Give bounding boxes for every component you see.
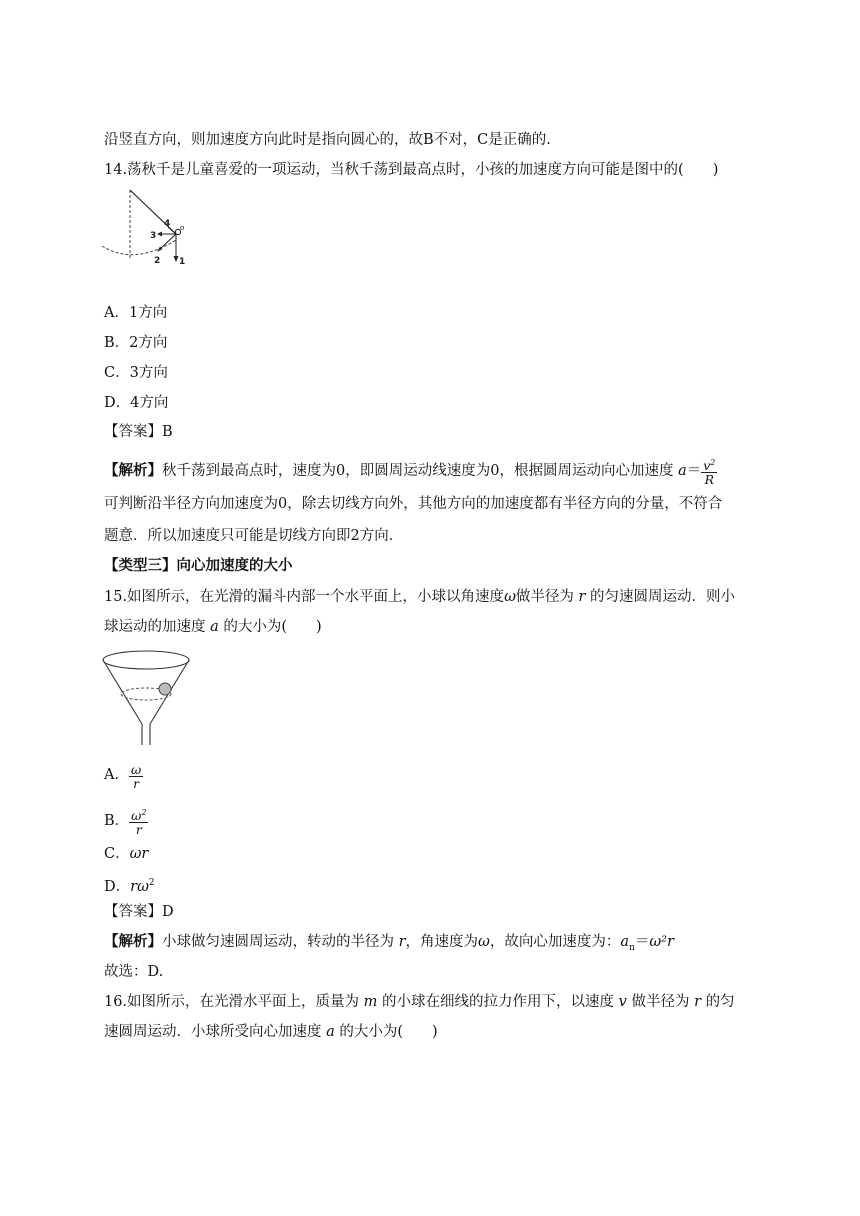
q14-analysis-line1: 【解析】秋千荡到最高点时，速度为0，即圆周运动线速度为0，根据圆周运动向心加速度 a＝ $\frac{v^2}{R}$	[104, 458, 716, 488]
swing-label-2: 2	[154, 256, 161, 266]
q15-option-a: A． $\frac{\omega}{r}$	[104, 760, 764, 790]
q15-option-b: B． $\frac{\omega^2}{r}$	[104, 808, 147, 838]
q14-option-c: C．3方向	[104, 365, 168, 381]
swing-label-4: 4	[164, 219, 171, 229]
q15-answer: 【答案】D	[104, 904, 174, 920]
q15-analysis: 【解析】小球做匀速圆周运动，转动的半径为 r，角速度为ω，故向心加速度为：$a_n=\omega^2r$	[104, 933, 674, 953]
q16-stem-line2: 速圆周运动．小球所受向心加速度 a 的大小为( )	[104, 1024, 438, 1040]
swing-label-3: 3	[150, 231, 157, 241]
q15-conclusion: 故选：D.	[104, 964, 164, 980]
q15-option-d: D．$r\omega^2$	[104, 878, 155, 895]
q14-answer: 【答案】B	[104, 424, 173, 440]
q14-option-a: A．1方向	[104, 305, 168, 321]
intro-text: 沿竖直方向，则加速度方向此时是指向圆心的，故B不对，C是正确的.	[104, 132, 551, 148]
q15-option-c: C．ωr	[104, 846, 149, 862]
q16-stem-line1: 16.如图所示，在光滑水平面上，质量为 m 的小球在细线的拉力作用下，以速度 v 做半径为 r 的匀	[104, 994, 735, 1010]
q14-stem: 14.荡秋千是儿童喜爱的一项运动，当秋千荡到最高点时，小孩的加速度方向可能是图中的( )	[104, 162, 719, 178]
swing-figure	[100, 186, 196, 268]
q14-analysis-line2: 可判断沿半径方向加速度为0，除去切线方向外，其他方向的加速度都有半径方向的分量，不符合	[104, 496, 723, 512]
q15-stem-line2: 球运动的加速度 a 的大小为( )	[104, 619, 322, 635]
type3-heading: 【类型三】向心加速度的大小	[104, 557, 293, 574]
omega-over-r: $\frac{\omega}{r}$	[129, 760, 143, 790]
q14-option-b: B．2方向	[104, 335, 168, 351]
funnel-figure	[100, 648, 194, 746]
q14-analysis-line3: 题意．所以加速度只可能是切线方向即2方向．	[104, 528, 404, 544]
q14-option-d: D．4方向	[104, 395, 169, 411]
swing-label-o: o	[180, 224, 185, 232]
formula-v2-over-R: $\frac{v^2}{R}$	[703, 458, 716, 488]
omega-squared-over-r: $\frac{\omega^2}{r}$	[131, 808, 147, 838]
q15-stem-line1: 15.如图所示，在光滑的漏斗内部一个水平面上，小球以角速度ω做半径为 r 的匀速圆周运动．则小	[104, 589, 736, 605]
swing-label-1: 1	[179, 257, 186, 267]
